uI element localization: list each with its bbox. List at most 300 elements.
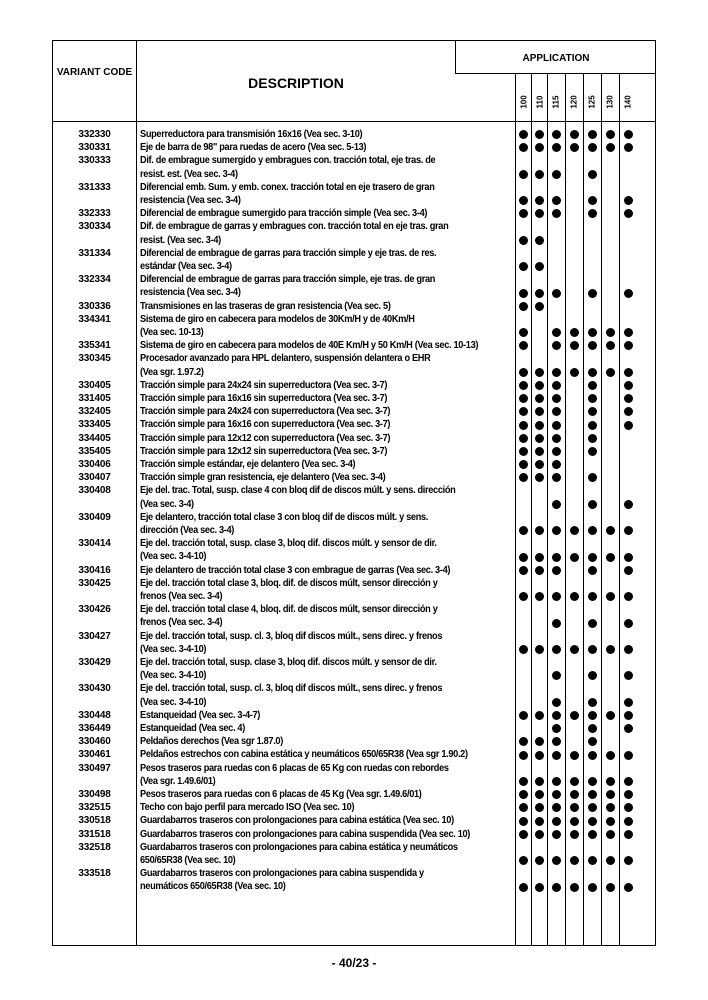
- table-row: [53, 313, 657, 339]
- application-dot: [624, 645, 633, 654]
- application-dot: [588, 830, 597, 839]
- application-dot: [535, 262, 544, 271]
- description-line: resistencia (Vea sec. 3-4): [140, 287, 241, 299]
- application-dot: [588, 526, 597, 535]
- application-dot: [624, 526, 633, 535]
- application-dot: [519, 262, 528, 271]
- table-row: [53, 828, 657, 841]
- application-dot: [535, 526, 544, 535]
- table-row: [53, 577, 657, 603]
- application-dot: [552, 790, 561, 799]
- application-dot: [552, 289, 561, 298]
- application-dot: [535, 289, 544, 298]
- variant-code: 330331: [78, 142, 111, 154]
- application-dot: [624, 803, 633, 812]
- application-dot: [588, 421, 597, 430]
- application-dot: [552, 619, 561, 628]
- application-dot: [588, 289, 597, 298]
- application-dot: [552, 856, 561, 865]
- description-line: Procesador avanzado para HPL delantero, suspensión delantera o EHR: [140, 353, 431, 365]
- description-line: Eje del. trac. Total, susp. clase 4 con bloq dif de discos múlt. y sens. dirección: [140, 485, 456, 497]
- variant-code: 330336: [78, 300, 111, 312]
- application-dot: [570, 341, 579, 350]
- application-dot: [570, 645, 579, 654]
- variant-code: 332405: [78, 406, 111, 418]
- variant-code: 330518: [78, 815, 111, 827]
- application-dot: [624, 856, 633, 865]
- application-dot: [624, 777, 633, 786]
- table-row: [53, 432, 657, 445]
- variant-code: 335405: [78, 445, 111, 457]
- description-line: resistencia (Vea sec. 3-4): [140, 194, 241, 206]
- application-dot: [519, 170, 528, 179]
- table-row: [53, 141, 657, 154]
- application-dot: [606, 817, 615, 826]
- variant-code: 330345: [78, 353, 111, 365]
- variant-code: 332333: [78, 208, 111, 220]
- application-dot: [624, 724, 633, 733]
- description-line: Estanqueidad (Vea sec. 3-4-7): [140, 709, 261, 721]
- application-dot: [535, 711, 544, 720]
- application-dot: [588, 368, 597, 377]
- variant-code-header: VARIANT CODE: [56, 67, 133, 78]
- variant-code: 332330: [78, 129, 111, 140]
- variant-code: 330460: [78, 736, 111, 748]
- application-dot: [535, 790, 544, 799]
- application-dot: [535, 553, 544, 562]
- table-row: [53, 748, 657, 761]
- application-dot: [552, 817, 561, 826]
- model-column-divider: [619, 73, 620, 945]
- description-line: Tracción simple para 12x12 sin superreductora (Vea sec. 3-7): [140, 445, 388, 457]
- description-line: (Vea sgr. 1.49.6/01): [140, 775, 216, 787]
- table-row: [53, 484, 657, 510]
- application-dot: [535, 460, 544, 469]
- description-line: Eje del. tracción total clase 3, bloq. dif. de discos múlt, sensor dirección y: [140, 577, 438, 589]
- table-row: [53, 682, 657, 708]
- application-dot: [519, 830, 528, 839]
- application-dot: [606, 751, 615, 760]
- variant-code: 330425: [78, 577, 111, 589]
- table-row: [53, 128, 657, 141]
- application-dot: [570, 777, 579, 786]
- description-line: Diferencial de embrague de garras para tracción simple y eje tras. de res.: [140, 247, 437, 259]
- application-dot: [519, 803, 528, 812]
- application-dot: [570, 883, 579, 892]
- application-dot: [519, 236, 528, 245]
- table-row: [53, 392, 657, 405]
- model-column-label: 120: [569, 95, 579, 109]
- application-dot: [606, 711, 615, 720]
- application-dot: [588, 209, 597, 218]
- application-dot: [624, 592, 633, 601]
- application-dot: [519, 473, 528, 482]
- application-dot: [519, 209, 528, 218]
- model-column-divider: [547, 73, 548, 945]
- application-dot: [552, 671, 561, 680]
- application-dot: [624, 751, 633, 760]
- table-row: [53, 339, 657, 352]
- variant-code: 330409: [78, 511, 111, 523]
- application-dot: [588, 170, 597, 179]
- application-dot: [570, 130, 579, 139]
- description-line: neumáticos 650/65R38 (Vea sec. 10): [140, 881, 286, 893]
- description-line: Diferencial de embrague de garras para tracción simple, eje tras. de gran: [140, 274, 436, 286]
- application-dot: [624, 341, 633, 350]
- application-dot: [535, 856, 544, 865]
- application-dot: [624, 381, 633, 390]
- application-dot: [570, 817, 579, 826]
- application-dot: [519, 751, 528, 760]
- description-line: (Vea sec. 10-13): [140, 326, 204, 338]
- application-dot: [535, 434, 544, 443]
- table-row: [53, 352, 657, 378]
- variant-code: 331518: [78, 828, 111, 840]
- application-dot: [588, 777, 597, 786]
- application-dot: [606, 341, 615, 350]
- application-dot: [552, 724, 561, 733]
- table-row: [53, 405, 657, 418]
- application-dot: [552, 394, 561, 403]
- description-line: estándar (Vea sec. 3-4): [140, 260, 232, 272]
- application-dot: [624, 566, 633, 575]
- table-row: [53, 379, 657, 392]
- variant-code: 330430: [78, 683, 111, 695]
- variant-code: 330414: [78, 538, 111, 550]
- variant-code: 333405: [78, 419, 111, 431]
- application-dot: [606, 553, 615, 562]
- application-dot: [624, 553, 633, 562]
- variant-code: 331334: [78, 247, 111, 259]
- application-dot: [588, 566, 597, 575]
- application-dot: [552, 381, 561, 390]
- application-dot: [519, 407, 528, 416]
- application-dot: [588, 671, 597, 680]
- description-line: Guardabarros traseros con prolongaciones para cabina estática (Vea sec. 10): [140, 815, 454, 827]
- application-dot: [552, 737, 561, 746]
- description-line: (Vea sec. 3-4-10): [140, 551, 207, 563]
- table-row: [53, 181, 657, 207]
- description-line: 650/65R38 (Vea sec. 10): [140, 854, 236, 866]
- variant-code: 330448: [78, 709, 111, 721]
- application-dot: [570, 592, 579, 601]
- description-line: Tracción simple gran resistencia, eje delantero (Vea sec. 3-4): [140, 472, 386, 484]
- application-dot: [519, 130, 528, 139]
- table-row: [53, 735, 657, 748]
- description-line: Eje del. tracción total, susp. cl. 3, bloq dif discos múlt., sens direc. y frenos: [140, 683, 443, 695]
- application-dot: [570, 328, 579, 337]
- description-line: Transmisiones en las traseras de gran resistencia (Vea sec. 5): [140, 300, 391, 312]
- application-dot: [624, 394, 633, 403]
- description-line: (Vea sec. 3-4-10): [140, 696, 207, 708]
- application-dot: [535, 143, 544, 152]
- application-dot: [606, 790, 615, 799]
- table-row: [53, 762, 657, 788]
- description-line: Tracción simple para 24x24 con superreductora (Vea sec. 3-7): [140, 406, 391, 418]
- application-dot: [588, 737, 597, 746]
- variant-code: 332334: [78, 274, 111, 286]
- application-dot: [588, 619, 597, 628]
- description-line: Estanqueidad (Vea sec. 4): [140, 723, 245, 734]
- variant-code: 330497: [78, 762, 111, 774]
- application-divider: [455, 73, 655, 74]
- table-row: [53, 537, 657, 563]
- table-row: [53, 841, 657, 867]
- application-dot: [624, 328, 633, 337]
- application-dot: [606, 883, 615, 892]
- application-dot: [552, 803, 561, 812]
- application-dot: [606, 328, 615, 337]
- application-dot: [588, 724, 597, 733]
- application-dot: [519, 817, 528, 826]
- description-line: Peldaños estrechos con cabina estática y neumáticos 650/65R38 (Vea sgr 1.90.2): [140, 749, 468, 761]
- description-line: Guardabarros traseros con prolongaciones para cabina suspendida y: [140, 868, 424, 880]
- application-dot: [570, 553, 579, 562]
- application-dot: [535, 421, 544, 430]
- application-dot: [535, 883, 544, 892]
- description-line: Techo con bajo perfil para mercado ISO (Vea sec. 10): [140, 802, 355, 814]
- description-line: (Vea sec. 3-4-10): [140, 670, 207, 682]
- application-dot: [588, 143, 597, 152]
- application-dot: [535, 737, 544, 746]
- table-row: [53, 788, 657, 801]
- description-line: Guardabarros traseros con prolongaciones para cabina suspendida (Vea sec. 10): [140, 828, 471, 840]
- description-line: Tracción simple estándar, eje delantero (Vea sec. 3-4): [140, 459, 356, 470]
- application-dot: [552, 328, 561, 337]
- description-line: Eje delantero, tracción total clase 3 con bloq dif de discos múlt. y sens.: [140, 511, 429, 523]
- application-dot: [552, 777, 561, 786]
- variant-code: 332515: [78, 802, 111, 814]
- model-column-label: 130: [605, 95, 615, 109]
- application-dot: [570, 751, 579, 760]
- variant-code: 333518: [78, 868, 111, 880]
- application-dot: [535, 209, 544, 218]
- application-dot: [588, 817, 597, 826]
- model-column-divider: [565, 73, 566, 945]
- application-dot: [519, 381, 528, 390]
- application-dot: [624, 143, 633, 152]
- model-column-label: 115: [551, 95, 561, 109]
- description-line: Diferencial emb. Sum. y emb. conex. tracción total en eje trasero de gran: [140, 181, 435, 193]
- application-dot: [570, 803, 579, 812]
- application-dot: [570, 790, 579, 799]
- application-dot: [519, 856, 528, 865]
- application-dot: [519, 566, 528, 575]
- application-dot: [552, 645, 561, 654]
- application-dot: [519, 196, 528, 205]
- table-row: [53, 801, 657, 814]
- application-dot: [535, 302, 544, 311]
- application-dot: [588, 407, 597, 416]
- variant-code: 330426: [78, 604, 111, 616]
- application-dot: [519, 421, 528, 430]
- description-line: Eje del. tracción total clase 4, bloq. dif. de discos múlt, sensor dirección y: [140, 604, 438, 616]
- description-line: Peldaños derechos (Vea sgr 1.87.0): [140, 736, 283, 748]
- model-column-divider: [531, 73, 532, 945]
- application-dot: [588, 473, 597, 482]
- application-dot: [624, 368, 633, 377]
- application-dot: [552, 751, 561, 760]
- application-dot: [588, 883, 597, 892]
- table-row: [53, 220, 657, 246]
- application-dot: [552, 447, 561, 456]
- variant-code: 330405: [78, 379, 111, 391]
- application-dot: [606, 130, 615, 139]
- application-dot: [570, 526, 579, 535]
- application-dot: [535, 170, 544, 179]
- application-dot: [588, 790, 597, 799]
- application-dot: [535, 407, 544, 416]
- application-dot: [552, 460, 561, 469]
- description-line: Tracción simple para 12x12 con superreductora (Vea sec. 3-7): [140, 432, 391, 444]
- application-dot: [519, 592, 528, 601]
- variant-code: 334405: [78, 432, 111, 444]
- description-line: (Vea sec. 3-4): [140, 498, 194, 510]
- application-dot: [552, 711, 561, 720]
- application-dot: [624, 671, 633, 680]
- application-dot: [588, 698, 597, 707]
- application-dot: [588, 803, 597, 812]
- table-row: [53, 247, 657, 273]
- variant-code: 334341: [78, 313, 111, 325]
- application-dot: [588, 856, 597, 865]
- model-column-divider: [601, 73, 602, 945]
- application-dot: [552, 830, 561, 839]
- application-dot: [570, 143, 579, 152]
- variant-code: 330429: [78, 657, 111, 668]
- application-dot: [552, 368, 561, 377]
- application-dot: [552, 566, 561, 575]
- variant-code: 330427: [78, 630, 111, 642]
- application-dot: [588, 751, 597, 760]
- table-row: [53, 709, 657, 722]
- application-dot: [588, 196, 597, 205]
- application-dot: [535, 566, 544, 575]
- application-dot: [519, 328, 528, 337]
- application-dot: [519, 302, 528, 311]
- application-dot: [519, 434, 528, 443]
- application-dot: [624, 407, 633, 416]
- model-column-label: 140: [623, 95, 633, 109]
- application-dot: [624, 196, 633, 205]
- application-dot: [519, 526, 528, 535]
- application-dot: [624, 289, 633, 298]
- application-header: APPLICATION: [522, 53, 590, 64]
- application-dot: [606, 368, 615, 377]
- application-dot: [606, 777, 615, 786]
- application-dot: [519, 883, 528, 892]
- application-dot: [624, 619, 633, 628]
- description-line: Dif. de embrague sumergido y embragues con. tracción total, eje tras. de: [140, 155, 436, 167]
- application-dot: [535, 592, 544, 601]
- application-dot: [624, 711, 633, 720]
- description-line: (Vea sec. 3-4-10): [140, 643, 207, 655]
- variant-code: 330406: [78, 459, 111, 470]
- application-dot: [535, 751, 544, 760]
- application-dot: [535, 473, 544, 482]
- variant-code: 332518: [78, 841, 111, 853]
- application-dot: [519, 143, 528, 152]
- table-row: [53, 154, 657, 180]
- description-line: Eje del. tracción total, susp. clase 3, bloq dif. discos múlt. y sensor de dir.: [140, 538, 437, 550]
- table-row: [53, 564, 657, 577]
- application-dot: [552, 170, 561, 179]
- description-line: Diferencial de embrague sumergido para tracción simple (Vea sec. 3-4): [140, 208, 428, 220]
- application-dot: [588, 711, 597, 720]
- application-dot: [588, 381, 597, 390]
- table-row: [53, 511, 657, 537]
- application-dot: [606, 143, 615, 152]
- application-dot: [570, 856, 579, 865]
- application-dot: [552, 421, 561, 430]
- application-dot: [624, 817, 633, 826]
- variant-code: 330333: [78, 155, 111, 167]
- table-row: [53, 656, 657, 682]
- application-dot: [570, 830, 579, 839]
- application-dot: [535, 645, 544, 654]
- variant-code: 336449: [78, 723, 111, 734]
- table-row: [53, 603, 657, 629]
- variant-code: 330408: [78, 485, 111, 497]
- application-dot: [552, 143, 561, 152]
- application-dot: [588, 447, 597, 456]
- table-row: [53, 722, 657, 735]
- application-dot: [535, 196, 544, 205]
- application-dot: [535, 368, 544, 377]
- variant-code: 330334: [78, 221, 111, 233]
- page-number: - 40/23 -: [331, 956, 377, 970]
- description-header: DESCRIPTION: [248, 75, 344, 91]
- application-dot: [552, 526, 561, 535]
- model-column-divider: [515, 73, 516, 945]
- application-dot: [624, 830, 633, 839]
- application-dot: [552, 553, 561, 562]
- table-row: [53, 471, 657, 484]
- description-line: Pesos traseros para ruedas con 6 placas de 65 Kg con ruedas con rebordes: [140, 762, 449, 774]
- description-line: frenos (Vea sec. 3-4): [140, 617, 223, 629]
- application-dot: [588, 341, 597, 350]
- application-dot: [606, 645, 615, 654]
- application-dot: [552, 209, 561, 218]
- application-dot: [606, 830, 615, 839]
- description-line: Eje del. tracción total, susp. clase 3, bloq dif. discos múlt. y sensor de dir.: [140, 657, 437, 668]
- application-dot: [519, 447, 528, 456]
- application-dot: [624, 209, 633, 218]
- description-line: dirección (Vea sec. 3-4): [140, 524, 235, 536]
- application-dot: [588, 592, 597, 601]
- description-line: resist. est. (Vea sec. 3-4): [140, 168, 238, 180]
- application-dot: [606, 526, 615, 535]
- description-line: Eje del. tracción total, susp. cl. 3, bloq dif discos múlt., sens direc. y frenos: [140, 630, 443, 642]
- description-line: Guardabarros traseros con prolongaciones para cabina estática y neumáticos: [140, 841, 458, 853]
- variant-code: 330416: [78, 564, 111, 576]
- description-line: Pesos traseros para ruedas con 6 placas de 45 Kg (Vea sgr. 1.49.6/01): [140, 789, 422, 800]
- application-dot: [552, 883, 561, 892]
- application-dot: [552, 196, 561, 205]
- model-column-label: 100: [519, 95, 529, 109]
- variant-code: 330407: [78, 472, 111, 484]
- application-dot: [519, 289, 528, 298]
- description-line: frenos (Vea sec. 3-4): [140, 590, 223, 602]
- application-dot: [535, 817, 544, 826]
- variant-code: 331405: [78, 393, 111, 404]
- application-dot: [519, 368, 528, 377]
- application-dot: [535, 381, 544, 390]
- description-line: resist. (Vea sec. 3-4): [140, 234, 221, 246]
- table-row: [53, 867, 657, 893]
- application-dot: [519, 460, 528, 469]
- application-dot: [624, 130, 633, 139]
